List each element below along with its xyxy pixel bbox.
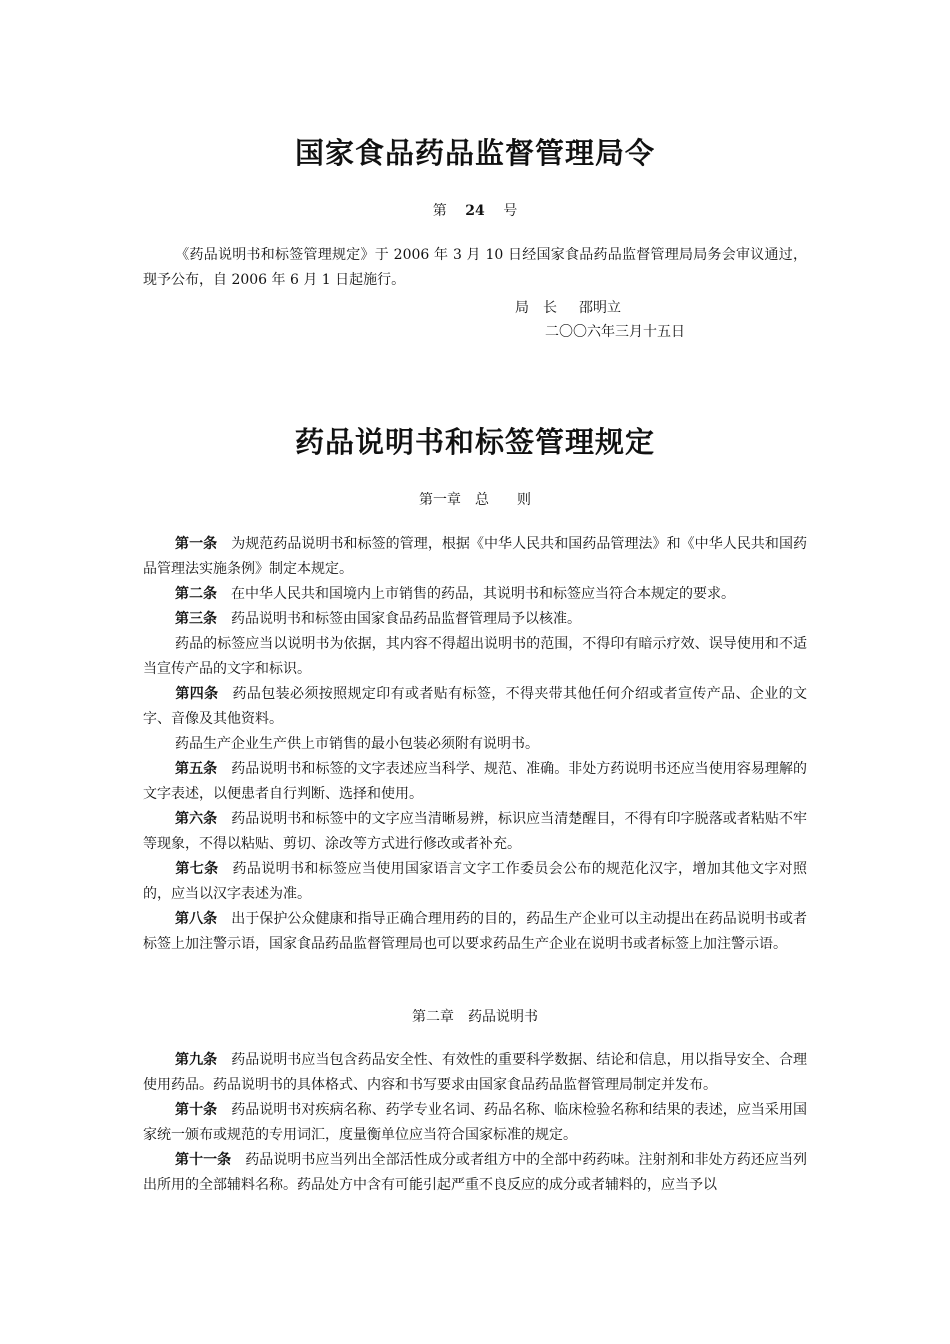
article-text: 为规范药品说明书和标签的管理，根据《中华人民共和国药品管理法》和《中华人民共和国药品管理法实施条例》制定本规定。 bbox=[143, 536, 808, 577]
order-number-value: 24 bbox=[465, 203, 485, 219]
order-date: 二〇〇六年三月十五日 bbox=[545, 324, 685, 340]
article-label: 第八条 bbox=[175, 911, 218, 927]
article-label: 第五条 bbox=[175, 761, 218, 777]
order-title: 国家食品药品监督管理局令 bbox=[294, 136, 655, 170]
article-text: 药品说明书和标签应当使用国家语言文字工作委员会公布的规范化汉字，增加其他文字对照的，应当以汉字表述为准。 bbox=[143, 861, 808, 902]
article-2 bbox=[143, 582, 807, 607]
article-label: 第十条 bbox=[175, 1102, 218, 1118]
order-body bbox=[143, 243, 807, 293]
article-8 bbox=[143, 907, 807, 957]
article-3-paragraph-2 bbox=[143, 632, 807, 682]
article-text: 药品的标签应当以说明书为依据，其内容不得超出说明书的范围，不得印有暗示疗效、误导使用和不适当宣传产品的文字和标识。 bbox=[143, 636, 807, 677]
article-text: 药品生产企业生产供上市销售的最小包装必须附有说明书。 bbox=[175, 736, 539, 752]
article-label: 第七条 bbox=[175, 861, 219, 877]
article-text: 药品说明书和标签中的文字应当清晰易辨，标识应当清楚醒目，不得有印字脱落或者粘贴不牢等现象，不得以粘贴、剪切、涂改等方式进行修改或者补充。 bbox=[143, 811, 808, 852]
article-1 bbox=[143, 532, 807, 582]
article-label: 第四条 bbox=[175, 686, 219, 702]
article-label: 第九条 bbox=[175, 1052, 218, 1068]
article-text: 药品说明书应当列出全部活性成分或者组方中的全部中药药味。注射剂和非处方药还应当列出所用的全部辅料名称。药品处方中含有可能引起严重不良反应的成分或者辅料的，应当予以 bbox=[143, 1152, 808, 1193]
article-text: 在中华人民共和国境内上市销售的药品，其说明书和标签应当符合本规定的要求。 bbox=[231, 586, 735, 602]
order-number-suffix: 号 bbox=[503, 203, 518, 219]
signer-title: 局 长 bbox=[515, 300, 557, 316]
order-number bbox=[0, 200, 950, 220]
article-label: 第六条 bbox=[175, 811, 218, 827]
article-11 bbox=[143, 1148, 807, 1198]
article-9 bbox=[143, 1048, 807, 1098]
article-label: 第一条 bbox=[175, 536, 218, 552]
signer bbox=[515, 297, 621, 317]
article-3 bbox=[143, 607, 807, 632]
signer-name: 邵明立 bbox=[579, 300, 621, 316]
order-number-prefix: 第 bbox=[432, 203, 447, 219]
article-4 bbox=[143, 682, 807, 732]
article-10 bbox=[143, 1098, 807, 1148]
article-text: 出于保护公众健康和指导正确合理用药的目的，药品生产企业可以主动提出在药品说明书或者标签上加注警示语，国家食品药品监督管理局也可以要求药品生产企业在说明书或者标签上加注警示语。 bbox=[143, 911, 808, 952]
article-text: 药品说明书对疾病名称、药学专业名词、药品名称、临床检验名称和结果的表述，应当采用国家统一颁布或规范的专用词汇，度量衡单位应当符合国家标准的规定。 bbox=[143, 1102, 808, 1143]
article-text: 药品说明书和标签由国家食品药品监督管理局予以核准。 bbox=[231, 611, 581, 627]
article-7 bbox=[143, 857, 807, 907]
article-label: 第十一条 bbox=[175, 1152, 232, 1168]
article-5 bbox=[143, 757, 807, 807]
article-4-paragraph-2 bbox=[143, 732, 807, 757]
article-text: 药品说明书应当包含药品安全性、有效性的重要科学数据、结论和信息，用以指导安全、合理使用药品。药品说明书的具体格式、内容和书写要求由国家食品药品监督管理局制定并发布。 bbox=[143, 1052, 808, 1093]
chapter-heading-1: 第一章 总 则 bbox=[419, 492, 531, 508]
article-text: 药品包装必须按照规定印有或者贴有标签，不得夹带其他任何介绍或者宣传产品、企业的文字、音像及其他资料。 bbox=[143, 686, 808, 727]
article-label: 第二条 bbox=[175, 586, 217, 602]
article-text: 药品说明书和标签的文字表述应当科学、规范、准确。非处方药说明书还应当使用容易理解的文字表述，以便患者自行判断、选择和使用。 bbox=[143, 761, 808, 802]
chapter-heading-2: 第二章 药品说明书 bbox=[412, 1009, 538, 1025]
article-label: 第三条 bbox=[175, 611, 217, 627]
order-body-text: 《药品说明书和标签管理规定》于 2006 年 3 月 10 日经国家食品药品监督管理局局务会审议通过，现予公布，自 2006 年 6 月 1 日起施行。 bbox=[143, 247, 807, 288]
regulation-title: 药品说明书和标签管理规定 bbox=[294, 425, 655, 459]
article-6 bbox=[143, 807, 807, 857]
